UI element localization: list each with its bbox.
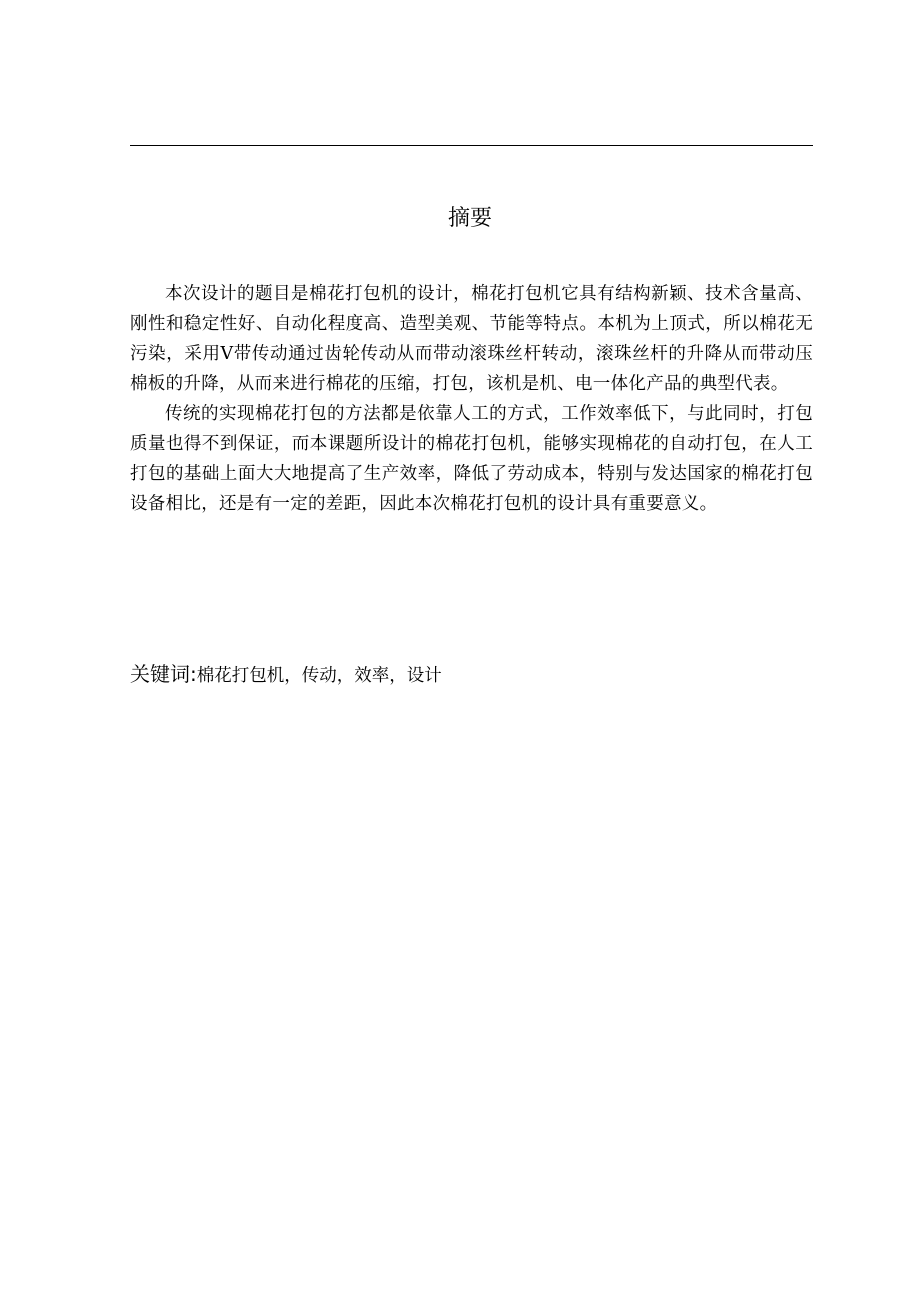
abstract-paragraph-1: 本次设计的题目是棉花打包机的设计，棉花打包机它具有结构新颖、技术含量高、刚性和稳定性好、自动化程度高、造型美观、节能等特点。本机为上顶式，所以棉花无污染，采用V带传动通过齿轮传动从而带动滚珠丝杆转动，滚珠丝杆的升降从而带动压棉板的升降，从而来进行棉花的压缩，打包，该机是机、电一体化产品的典型代表。	[130, 284, 813, 394]
page-title: 摘要	[447, 206, 492, 231]
abstract-paragraph-2: 传统的实现棉花打包的方法都是依靠人工的方式，工作效率低下，与此同时，打包质量也得不到保证，而本课题所设计的棉花打包机，能够实现棉花的自动打包，在人工打包的基础上面大大地提高了生产效率，降低了劳动成本，特别与发达国家的棉花打包设备相比，还是有一定的差距，因此本次棉花打包机的设计具有重要意义。	[130, 404, 813, 514]
keywords-line	[130, 659, 813, 691]
keywords-value: 棉花打包机，传动，效率，设计	[196, 666, 442, 686]
keywords-label: 关键词:	[130, 662, 197, 686]
abstract-body	[130, 279, 813, 519]
header-rule	[130, 145, 813, 146]
